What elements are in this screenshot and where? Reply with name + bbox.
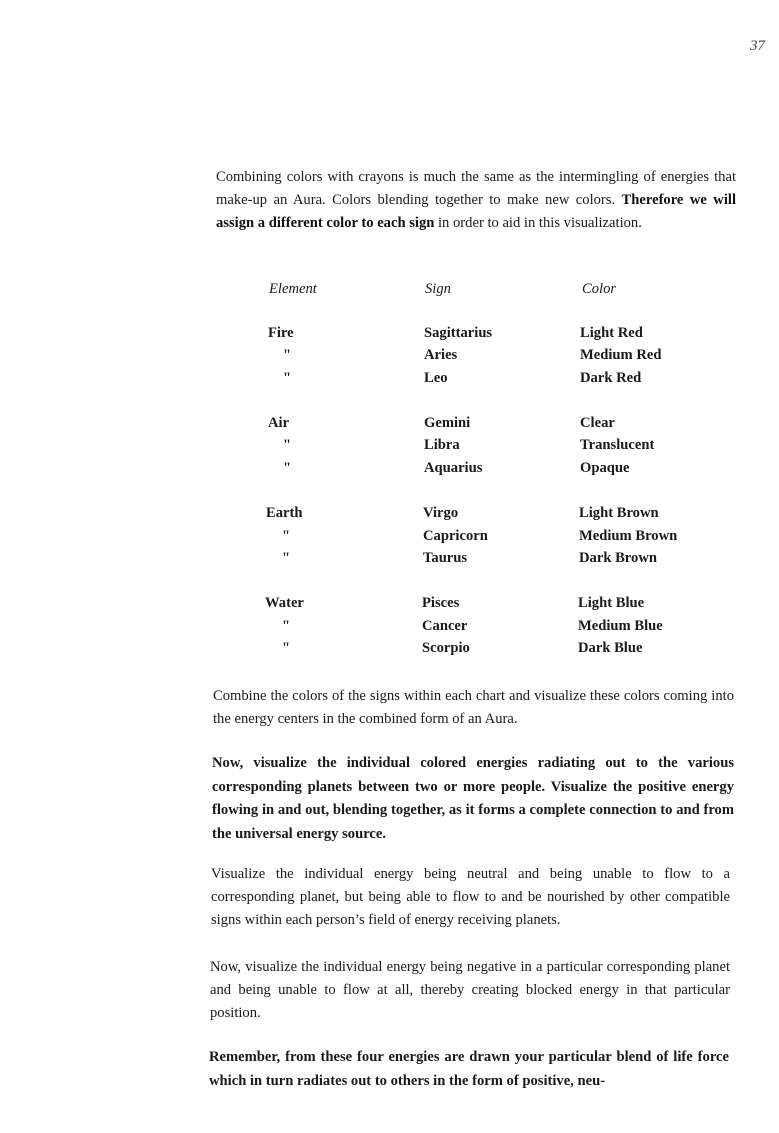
cell-element-ditto: "	[282, 618, 291, 634]
cell-color: Light Brown	[579, 505, 659, 521]
cell-element-ditto: "	[283, 437, 292, 453]
visualize-negative-paragraph: Now, visualize the individual energy being negative in a particular corresponding planet and being unable to flow at all, thereby creating blocked energy in that particular position.	[210, 959, 730, 1021]
cell-element-ditto: "	[282, 550, 291, 566]
cell-color: Opaque	[580, 460, 630, 476]
cell-sign: Virgo	[423, 505, 459, 521]
cell-element-ditto: "	[283, 460, 292, 476]
cell-element: Water	[265, 595, 304, 611]
cell-element-ditto: "	[283, 347, 292, 363]
visualize-positive-paragraph: Now, visualize the individual colored energies radiating out to the various corresponding planets between two or more people. Visualize the positive energy flowing in and out, blending together, as it forms a complete connection to and from the universal energy source.	[212, 755, 734, 842]
intro-paragraph	[216, 166, 736, 235]
cell-element-ditto: "	[282, 528, 291, 544]
cell-sign: Aquarius	[424, 460, 483, 476]
cell-color: Light Blue	[578, 595, 645, 611]
cell-color: Medium Brown	[579, 528, 678, 544]
cell-sign: Cancer	[422, 618, 468, 634]
remember-paragraph: Remember, from these four energies are drawn your particular blend of life force which in turn radiates out to others in the form of positive, neu-	[209, 1049, 729, 1089]
cell-sign: Leo	[424, 370, 448, 386]
cell-sign: Sagittarius	[424, 325, 493, 341]
cell-element: Fire	[268, 325, 294, 341]
intro-text-after: in order to aid in this visualization.	[434, 215, 642, 231]
cell-color: Medium Red	[580, 347, 662, 363]
cell-color: Translucent	[580, 437, 655, 453]
header-sign: Sign	[425, 281, 451, 297]
combine-paragraph: Combine the colors of the signs within each chart and visualize these colors coming into the energy centers in the combined form of an Aura.	[213, 688, 734, 727]
cell-color: Light Red	[580, 325, 643, 341]
cell-element-ditto: "	[283, 370, 292, 386]
cell-element-ditto: "	[282, 640, 291, 656]
intro-text-bold: Therefore we will assign a different color to each sign	[216, 192, 736, 231]
cell-color: Medium Blue	[578, 618, 663, 634]
page-number: 37	[750, 38, 765, 54]
header-element: Element	[269, 281, 317, 297]
visualize-neutral-paragraph: Visualize the individual energy being neutral and being unable to flow to a corresponding planet, but being able to flow to and be nourished by other compatible signs within each person’s field of energy receiving planets.	[211, 866, 730, 928]
cell-sign: Aries	[424, 347, 458, 363]
cell-element: Air	[268, 415, 290, 431]
cell-sign: Capricorn	[423, 528, 488, 544]
cell-sign: Libra	[424, 437, 460, 453]
cell-sign: Gemini	[424, 415, 471, 431]
cell-sign: Taurus	[423, 550, 468, 566]
cell-color: Dark Red	[580, 370, 642, 386]
cell-color: Dark Brown	[579, 550, 657, 566]
header-color: Color	[582, 281, 617, 297]
cell-sign: Pisces	[422, 595, 460, 611]
cell-color: Clear	[580, 415, 615, 431]
cell-element: Earth	[266, 505, 303, 521]
cell-color: Dark Blue	[578, 640, 643, 656]
intro-text-before: Combining colors with crayons is much the same as the intermingling of energies that make-up an Aura. Colors blending together to make new colors.	[216, 169, 736, 208]
cell-sign: Scorpio	[422, 640, 470, 656]
